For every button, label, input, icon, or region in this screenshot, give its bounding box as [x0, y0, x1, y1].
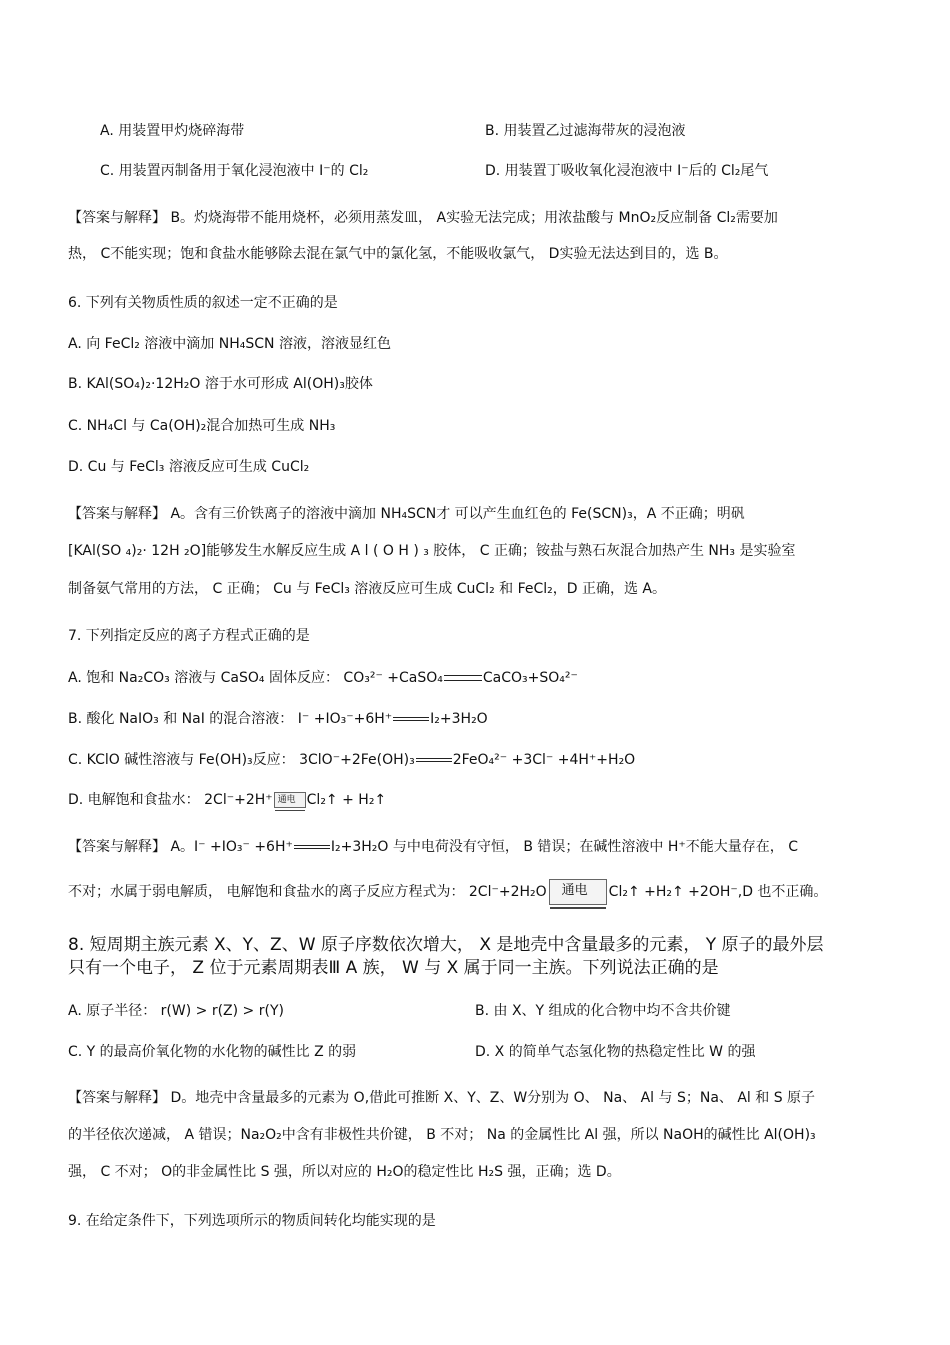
- q5-answer-line2: 热， C不能实现；饱和食盐水能够除去混在氯气中的氯化氢，不能吸收氯气， D实验无法达到目的，选 B。: [68, 246, 728, 262]
- q5-option-c: C. 用装置丙制备用于氧化浸泡液中 I⁻的 Cl₂: [100, 163, 369, 179]
- q8-option-b: B. 由 X、Y 组成的化合物中均不含共价键: [475, 1003, 731, 1019]
- q7-option-d: [68, 791, 386, 809]
- q8-answer-line1: 【答案与解释】 D。地壳中含量最多的元素为 O,借此可推断 X、Y、Z、W分别为 O、 Na、 Al 与 S；Na、 Al 和 S 原子: [68, 1090, 816, 1106]
- q6-stem: 6. 下列有关物质性质的叙述一定不正确的是: [68, 295, 338, 311]
- q6-option-c: C. NH₄Cl 与 Ca(OH)₂混合加热可生成 NH₃: [68, 418, 336, 434]
- q8-stem-line1: 8. 短周期主族元素 X、Y、Z、W 原子序数依次增大， X 是地壳中含量最多的元素， Y 原子的最外层: [68, 935, 824, 955]
- equals-sign-icon: [294, 845, 330, 849]
- electrolysis-arrow-icon: [274, 792, 306, 808]
- q6-answer-line3: 制备氨气常用的方法， C 正确； Cu 与 FeCl₃ 溶液反应可生成 CuCl₂ 和 FeCl₂，D 正确，选 A。: [68, 581, 667, 597]
- equals-sign-icon: [393, 717, 429, 721]
- q7-option-d-right: Cl₂↑ + H₂↑: [306, 792, 387, 808]
- q7-option-a: [68, 669, 578, 687]
- electrolysis-label: 通电: [561, 883, 588, 898]
- q7-option-a-right: CaCO₃+SO₄²⁻: [482, 670, 578, 686]
- q7-option-b-left: B. 酸化 NaIO₃ 和 NaI 的混合溶液： I⁻ +IO₃⁻+6H⁺: [68, 711, 393, 727]
- q8-option-d: D. X 的简单气态氢化物的热稳定性比 W 的强: [475, 1044, 756, 1060]
- q7-option-b: [68, 710, 488, 728]
- q7-answer-line2-left: 不对；水属于弱电解质， 电解饱和食盐水的离子反应方程式为： 2Cl⁻+2H₂O: [68, 884, 547, 900]
- q8-stem-line2: 只有一个电子， Z 位于元素周期表Ⅲ A 族， W 与 X 属于同一主族。下列说法正确的是: [68, 958, 719, 978]
- q8-option-a: A. 原子半径： r(W) > r(Z) > r(Y): [68, 1003, 284, 1019]
- electrolysis-label: 通电: [277, 795, 296, 805]
- q6-option-b: B. KAl(SO₄)₂·12H₂O 溶于水可形成 Al(OH)₃胶体: [68, 376, 373, 392]
- reversible-arrow-icon: [444, 674, 482, 682]
- q5-option-d: D. 用装置丁吸收氧化浸泡液中 I⁻后的 Cl₂尾气: [485, 163, 769, 179]
- q7-answer-line1-right: I₂+3H₂O 与中电荷没有守恒， B 错误；在碱性溶液中 H⁺不能大量存在， C: [330, 839, 798, 855]
- q6-answer-line1: 【答案与解释】 A。含有三价铁离子的溶液中滴加 NH₄SCN才 可以产生血红色的 Fe(SCN)₃，A 不正确；明矾: [68, 506, 745, 522]
- equals-sign-icon: [416, 758, 452, 762]
- q7-option-c-right: 2FeO₄²⁻ +3Cl⁻ +4H⁺+H₂O: [452, 752, 636, 768]
- electrolysis-arrow-icon: [549, 879, 607, 905]
- q8-option-c: C. Y 的最高价氧化物的水化物的碱性比 Z 的弱: [68, 1044, 357, 1060]
- q5-option-b: B. 用装置乙过滤海带灰的浸泡液: [485, 123, 686, 139]
- q7-option-c: [68, 751, 635, 769]
- q6-answer-line2: [KAl(SO ₄)₂· 12H ₂O]能够发生水解反应生成 A l ( O H ) ₃ 胶体， C 正确；铵盐与熟石灰混合加热产生 NH₃ 是实验室: [68, 543, 796, 559]
- q5-answer-line1: 【答案与解释】 B。灼烧海带不能用烧杯，必须用蒸发皿， A实验无法完成；用浓盐酸与 MnO₂反应制备 Cl₂需要加: [68, 210, 778, 226]
- q8-answer-line2: 的半径依次递减， A 错误；Na₂O₂中含有非极性共价键， B 不对； Na 的金属性比 Al 强，所以 NaOH的碱性比 Al(OH)₃: [68, 1127, 816, 1143]
- q7-option-c-left: C. KClO 碱性溶液与 Fe(OH)₃反应： 3ClO⁻+2Fe(OH)₃: [68, 752, 415, 768]
- q7-option-d-left: D. 电解饱和食盐水： 2Cl⁻+2H⁺: [68, 792, 273, 808]
- q8-answer-line3: 强， C 不对； O的非金属性比 S 强，所以对应的 H₂O的稳定性比 H₂S 强，正确；选 D。: [68, 1164, 621, 1180]
- q7-answer-line1-left: 【答案与解释】 A。I⁻ +IO₃⁻ +6H⁺: [68, 839, 293, 855]
- q7-option-b-right: I₂+3H₂O: [430, 711, 488, 727]
- q7-answer-line1: [68, 838, 798, 856]
- q7-stem: 7. 下列指定反应的离子方程式正确的是: [68, 628, 310, 644]
- q7-answer-line2-right: Cl₂↑ +H₂↑ +2OH⁻,D 也不正确。: [608, 884, 828, 900]
- q7-option-a-left: A. 饱和 Na₂CO₃ 溶液与 CaSO₄ 固体反应： CO₃²⁻ +CaSO₄: [68, 670, 443, 686]
- q6-option-d: D. Cu 与 FeCl₃ 溶液反应可生成 CuCl₂: [68, 459, 310, 475]
- q5-option-a: A. 用装置甲灼烧碎海带: [100, 123, 245, 139]
- q9-stem: 9. 在给定条件下，下列选项所示的物质间转化均能实现的是: [68, 1213, 436, 1229]
- q6-option-a: A. 向 FeCl₂ 溶液中滴加 NH₄SCN 溶液，溶液显红色: [68, 336, 391, 352]
- q7-answer-line2: [68, 879, 827, 905]
